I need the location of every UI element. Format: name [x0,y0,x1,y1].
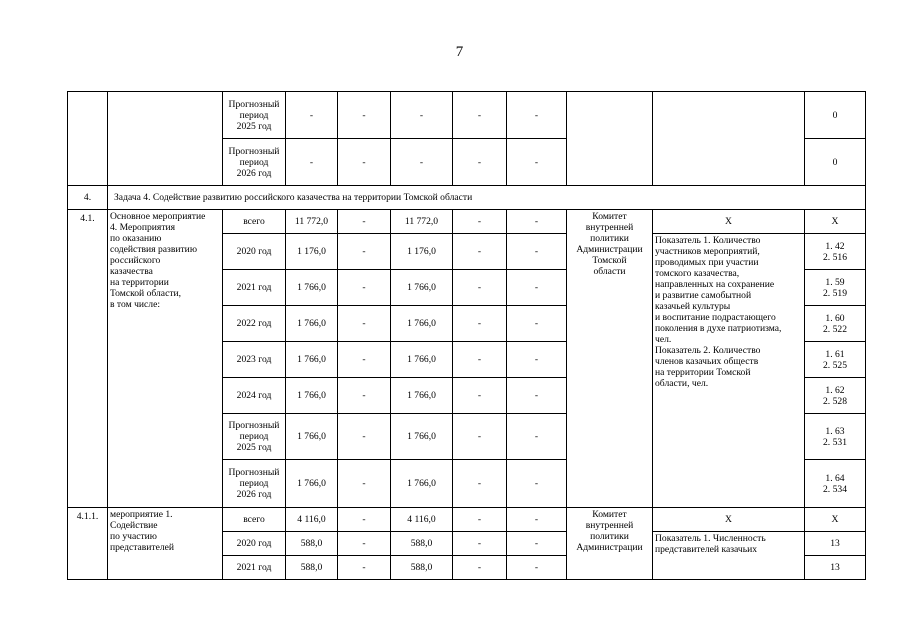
total-cell: - [286,139,338,186]
federal-cell: - [338,378,391,414]
num-cell [68,92,108,186]
year-cell: 2024 год [223,378,286,414]
local-cell: - [453,378,507,414]
executor-cell [567,92,653,186]
federal-cell: - [338,532,391,556]
value-cell: 1. 42 2. 516 [805,234,866,270]
measure-name: мероприятие 1. Содействие по участию представителей [108,508,223,580]
extrabudget-cell: - [507,556,567,580]
total-cell: 11 772,0 [286,210,338,234]
value-cell: 13 [805,532,866,556]
year-cell: всего [223,210,286,234]
measure-num: 4.1. [68,210,108,508]
regional-cell: 588,0 [391,532,453,556]
federal-cell: - [338,460,391,508]
value-cell: 0 [805,139,866,186]
extrabudget-cell: - [507,306,567,342]
extrabudget-cell: - [507,139,567,186]
extrabudget-cell: - [507,234,567,270]
federal-cell: - [338,139,391,186]
local-cell: - [453,508,507,532]
total-cell: 1 766,0 [286,460,338,508]
indicator-text: Показатель 1. Численность представителей казачьих [653,532,805,580]
executor-cell: Комитет внутренней политики Администрации [567,508,653,580]
extrabudget-cell: - [507,342,567,378]
federal-cell: - [338,414,391,460]
local-cell: - [453,556,507,580]
total-cell: 1 176,0 [286,234,338,270]
total-cell: 1 766,0 [286,270,338,306]
local-cell: - [453,460,507,508]
regional-cell: 588,0 [391,556,453,580]
regional-cell: 1 766,0 [391,306,453,342]
extrabudget-cell: - [507,210,567,234]
federal-cell: - [338,270,391,306]
indicator-header: X [653,508,805,532]
regional-cell: 1 176,0 [391,234,453,270]
total-cell: - [286,92,338,139]
value-cell: 1. 64 2. 534 [805,460,866,508]
task-title: Задача 4. Содействие развитию российского казачества на территории Томской области [108,186,866,210]
table-row [68,210,866,234]
local-cell: - [453,414,507,460]
total-cell: 1 766,0 [286,342,338,378]
local-cell: - [453,139,507,186]
federal-cell: - [338,92,391,139]
local-cell: - [453,210,507,234]
regional-cell: 1 766,0 [391,270,453,306]
total-cell: 1 766,0 [286,378,338,414]
federal-cell: - [338,342,391,378]
local-cell: - [453,92,507,139]
federal-cell: - [338,556,391,580]
year-cell: всего [223,508,286,532]
value-cell: X [805,210,866,234]
federal-cell: - [338,508,391,532]
local-cell: - [453,234,507,270]
indicator-text: Показатель 1. Количество участников мероприятий, проводимых при участии томского казачества, направленных на сохранение и развитие самобытной казачьей культуры и воспитание подрастающего поколения в духе патриотизма, чел. Показатель 2. Количество членов казачьих обществ на территории Томской области, чел. [653,234,805,508]
regional-cell: 1 766,0 [391,378,453,414]
total-cell: 588,0 [286,532,338,556]
local-cell: - [453,532,507,556]
extrabudget-cell: - [507,270,567,306]
extrabudget-cell: - [507,414,567,460]
value-cell: 1. 59 2. 519 [805,270,866,306]
total-cell: 1 766,0 [286,306,338,342]
total-cell: 1 766,0 [286,414,338,460]
regional-cell: 1 766,0 [391,342,453,378]
value-cell: 13 [805,556,866,580]
year-cell: 2020 год [223,234,286,270]
local-cell: - [453,306,507,342]
year-cell: 2022 год [223,306,286,342]
extrabudget-cell: - [507,378,567,414]
total-cell: 588,0 [286,556,338,580]
federal-cell: - [338,210,391,234]
federal-cell: - [338,306,391,342]
task-row [68,186,866,210]
regional-cell: 4 116,0 [391,508,453,532]
regional-cell: 1 766,0 [391,460,453,508]
year-cell: 2021 год [223,556,286,580]
regional-cell: - [391,92,453,139]
extrabudget-cell: - [507,508,567,532]
total-cell: 4 116,0 [286,508,338,532]
federal-cell: - [338,234,391,270]
program-measures-table [67,91,866,580]
task-num: 4. [68,186,108,210]
table-row [68,508,866,532]
regional-cell: 11 772,0 [391,210,453,234]
value-cell: X [805,508,866,532]
extrabudget-cell: - [507,460,567,508]
indicator-cell [653,92,805,186]
value-cell: 1. 62 2. 528 [805,378,866,414]
year-cell: 2020 год [223,532,286,556]
regional-cell: - [391,139,453,186]
measure-name: Основное мероприятие 4. Мероприятия по оказанию содействия развитию российского казачества на территории Томской области, в том числе: [108,210,223,508]
year-cell: 2021 год [223,270,286,306]
year-cell: Прогнозный период 2026 год [223,460,286,508]
regional-cell: 1 766,0 [391,414,453,460]
measure-num: 4.1.1. [68,508,108,580]
year-cell: Прогнозный период 2025 год [223,414,286,460]
indicator-header: X [653,210,805,234]
value-cell: 1. 63 2. 531 [805,414,866,460]
year-cell: Прогнозный период 2025 год [223,92,286,139]
local-cell: - [453,342,507,378]
extrabudget-cell: - [507,532,567,556]
extrabudget-cell: - [507,92,567,139]
local-cell: - [453,270,507,306]
measure-name-cell [108,92,223,186]
value-cell: 1. 61 2. 525 [805,342,866,378]
table-row [68,92,866,139]
year-cell: 2023 год [223,342,286,378]
year-cell: Прогнозный период 2026 год [223,139,286,186]
value-cell: 0 [805,92,866,139]
value-cell: 1. 60 2. 522 [805,306,866,342]
page-number: 7 [455,44,464,60]
executor-cell: Комитет внутренней политики Администрации Томской области [567,210,653,508]
